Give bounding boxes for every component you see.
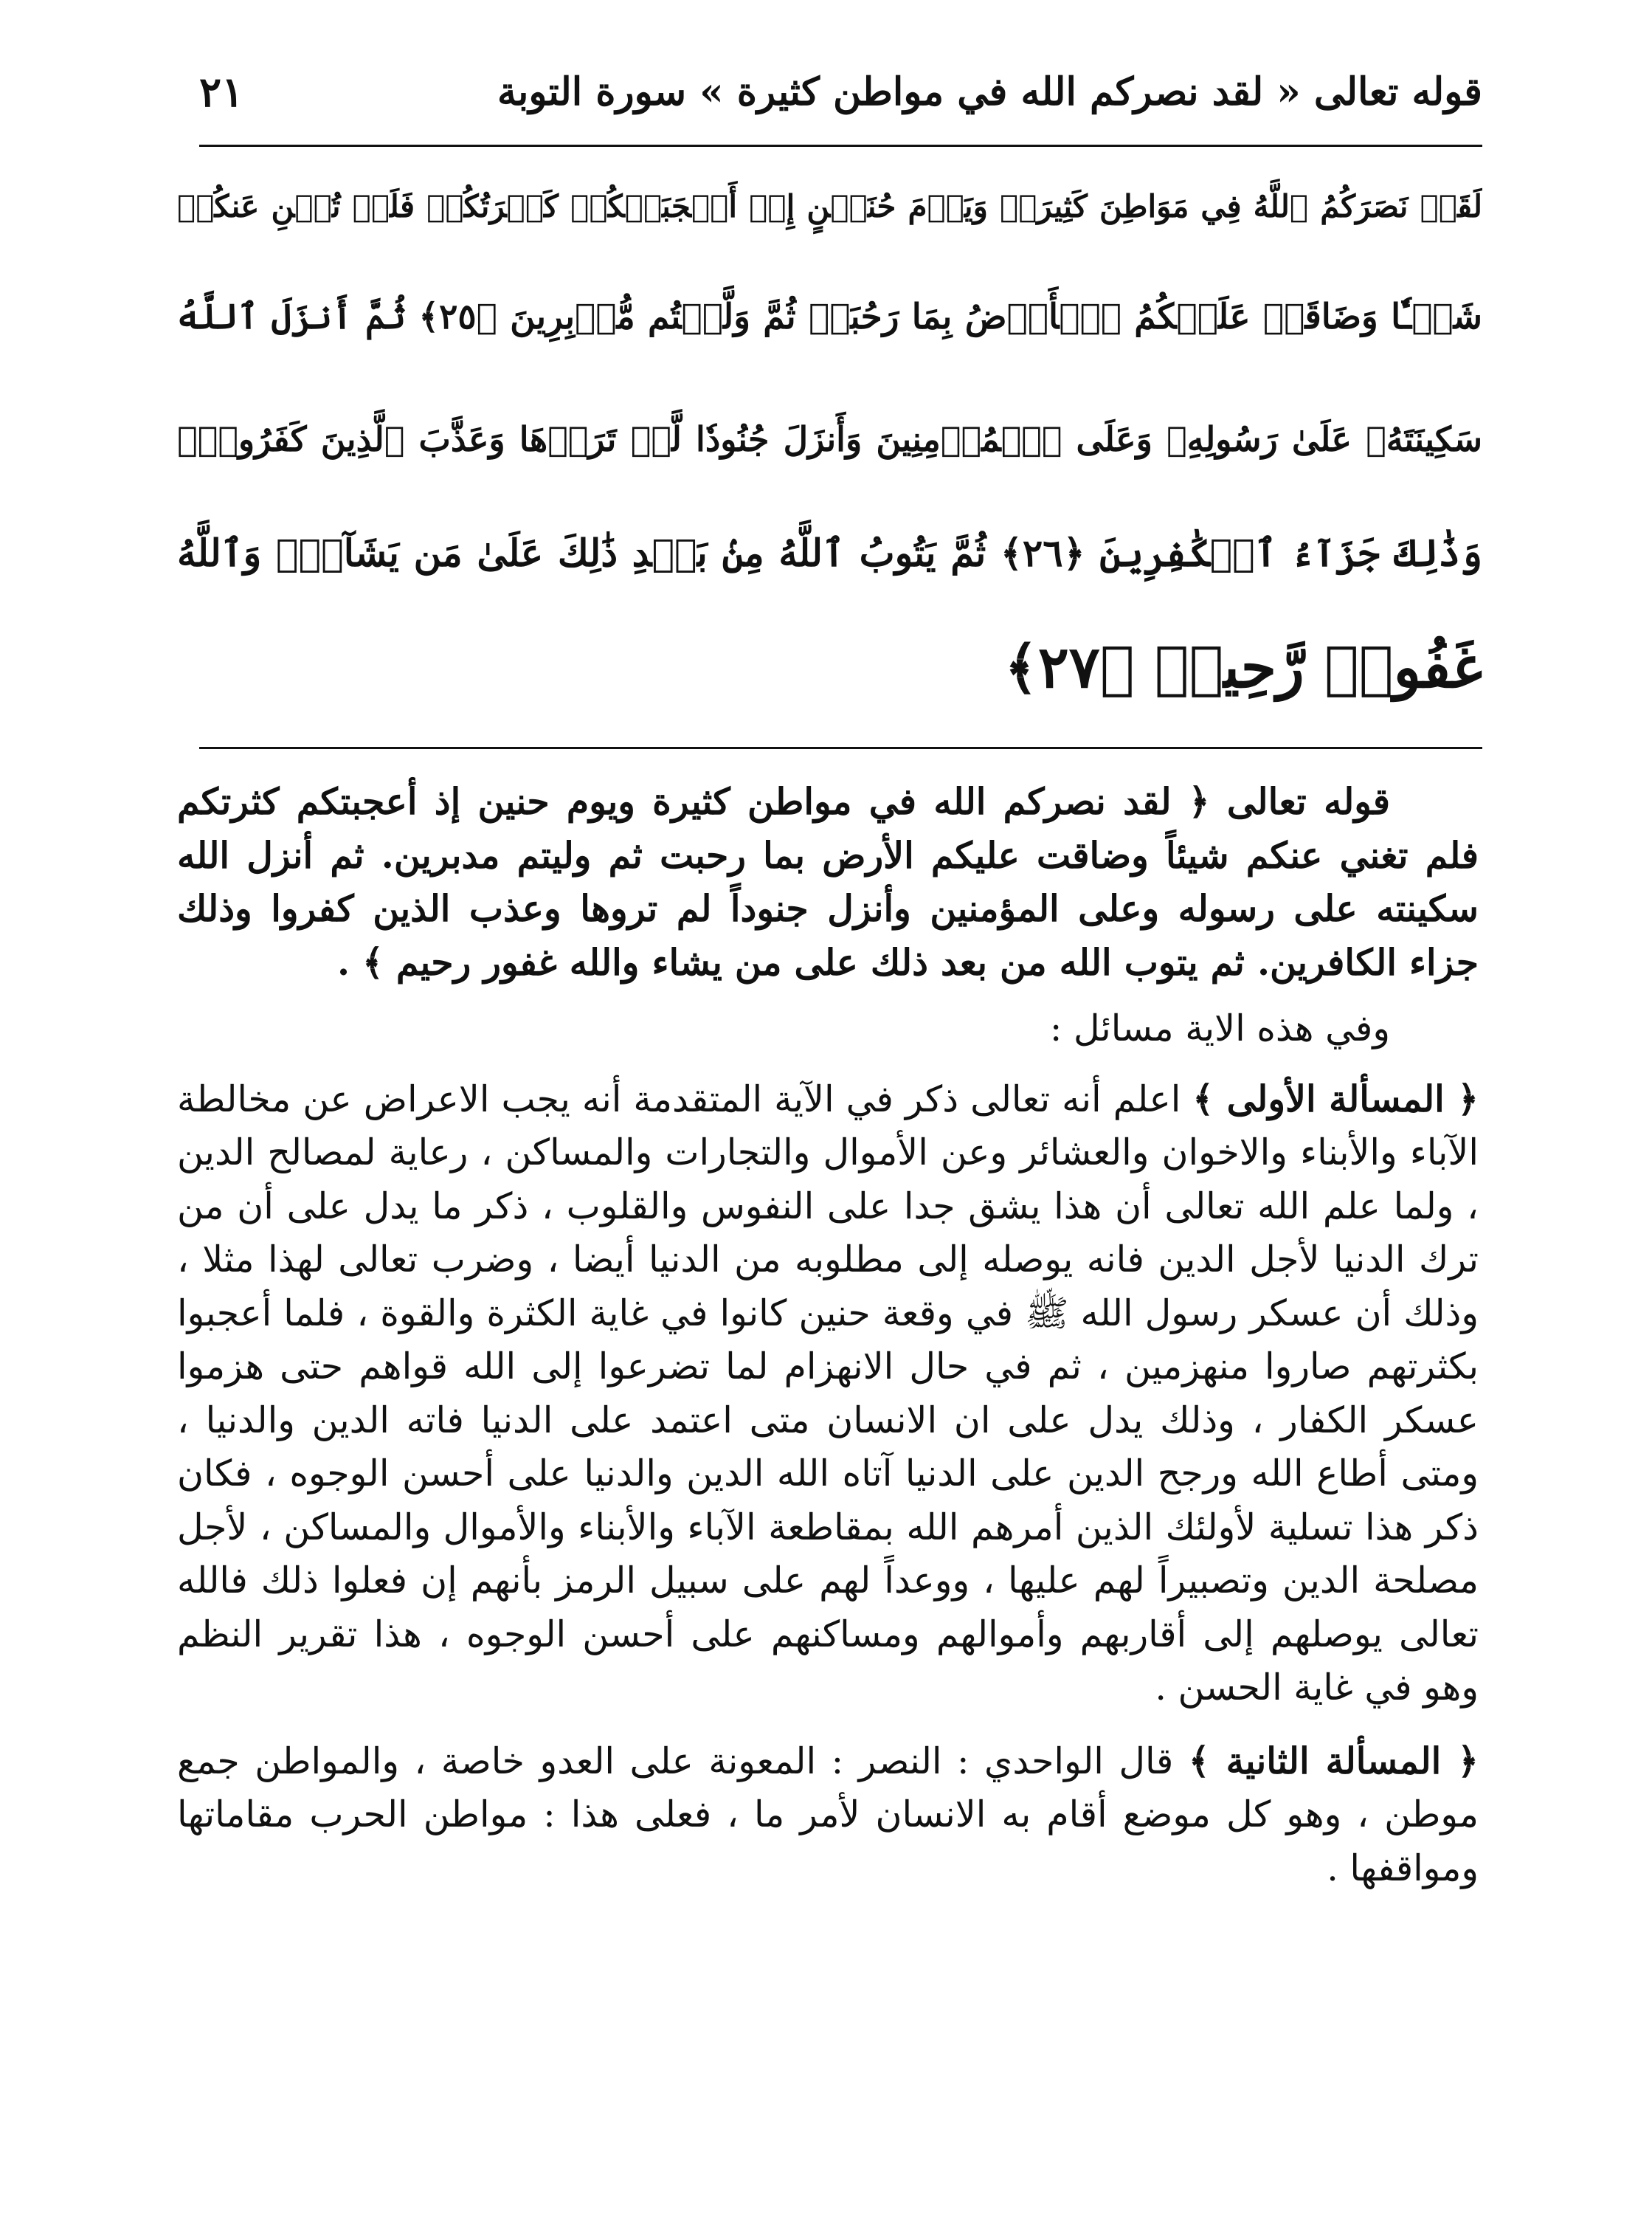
- header-divider: [199, 145, 1482, 147]
- verse-line: غَفُورٞ رَّحِيمٞ ﴿٢٧﴾: [1004, 634, 1482, 701]
- issue-one-paragraph: [177, 1072, 1479, 1715]
- page-number: ٢١: [199, 68, 244, 117]
- running-header: [199, 59, 1482, 125]
- issue-two-paragraph: [177, 1734, 1479, 1896]
- verse-line: شَيۡـٔٗا وَضَاقَتۡ عَلَيۡكُمُ ٱلۡأَرۡضُ بِمَا رَحُبَتۡ ثُمَّ وَلَّيۡتُم مُّدۡبِرِينَ ﴿٢٥﴾ ثُمَّ أَنزَلَ ٱللَّهُ: [177, 297, 1482, 337]
- verse-line: وَذَٰلِكَ جَزَآءُ ٱلۡكَٰفِرِينَ ﴿٢٦﴾ ثُمَّ يَتُوبُ ٱللَّهُ مِنۢ بَعۡدِ ذَٰلِكَ عَلَىٰ مَن يَشَآءُۗ وَٱللَّهُ: [177, 531, 1482, 576]
- quran-verse-block: [177, 151, 1482, 734]
- verse-line: لَقَدۡ نَصَرَكُمُ ٱللَّهُ فِي مَوَاطِنَ كَثِيرَةٖ وَيَوۡمَ حُنَيۡنٍ إِذۡ أَعۡجَبَتۡكُمۡ كَثۡرَتُكُمۡ فَلَمۡ تُغۡنِ عَنكُمۡ: [177, 188, 1482, 224]
- header-title: قوله تعالى « لقد نصركم الله في مواطن كثيرة » سورة التوبة: [497, 69, 1482, 114]
- citation-quote: ﴿ لقد نصركم الله في مواطن كثيرة ويوم حنين إذ أعجبتكم كثرتكم فلم تغني عنكم شيئاً وضاقت عليكم الأرض بما رحبت ثم وليتم مدبرين. ثم أنزل الله سكينته على رسوله وعلى المؤمنين وأنزل جنوداً لم تروها وعذب الذين كفروا وذلك جزاء الكافرين. ثم يتوب الله من بعد ذلك على من يشاء والله غفور رحيم ﴾ .: [177, 780, 1479, 984]
- citation-lead: قوله تعالى: [1226, 780, 1391, 823]
- issue-two-text: قال الواحدي : النصر : المعونة على العدو خاصة ، والمواطن جمع موطن ، وهو كل موضع أقام به الانسان لأمر ما ، فعلى هذا : مواطن الحرب مقاماتها ومواقفها .: [177, 1740, 1479, 1889]
- verse-line: سَكِينَتَهُۥ عَلَىٰ رَسُولِهِۦ وَعَلَى ٱلۡمُؤۡمِنِينَ وَأَنزَلَ جُنُودٗا لَّمۡ تَرَوۡهَا وَعَذَّبَ ٱلَّذِينَ كَفَرُواْۚ: [177, 419, 1482, 459]
- issues-intro: وفي هذه الاية مسائل :: [1049, 1007, 1390, 1049]
- verse-divider: [199, 747, 1482, 749]
- verse-citation-paragraph: [177, 775, 1479, 989]
- commentary-body: [177, 775, 1479, 1914]
- issue-one-heading: ﴿ المسألة الأولى ﴾: [1192, 1077, 1479, 1120]
- issue-one-text: اعلم أنه تعالى ذكر في الآية المتقدمة أنه يجب الاعراض عن مخالطة الآباء والأبناء والاخوان والعشائر وعن الأموال والتجارات والمساكن ، رعاية لمصالح الدين ، ولما علم الله تعالى أن هذا يشق جدا على النفوس والقلوب ، ذكر ما يدل على أن من ترك الدنيا لأجل الدين فانه يوصله إلى مطلوبه من الدنيا أيضا ، وضرب تعالى لهذا مثلا ، وذلك أن عسكر رسول الله ﷺ في وقعة حنين كانوا في غاية الكثرة والقوة ، فلما أعجبوا بكثرتهم صاروا منهزمين ، ثم في حال الانهزام لما تضرعوا إلى الله قواهم حتى هزموا عسكر الكفار ، وذلك يدل على ان الانسان متى اعتمد على الدنيا فاته الدين والدنيا ، ومتى أطاع الله ورجح الدين على الدنيا آتاه الله الدين والدنيا على أحسن الوجوه ، فكان ذكر هذا تسلية لأولئك الذين أمرهم الله بمقاطعة الآباء والأبناء والأموال والمساكن ، لأجل مصلحة الدين وتصبيراً لهم عليها ، ووعداً لهم على سبيل الرمز بأنهم إن فعلوا ذلك فالله تعالى يوصلهم إلى أقاربهم وأموالهم ومساكنهم على أحسن الوجوه ، هذا تقرير النظم وهو في غاية الحسن .: [177, 1078, 1479, 1709]
- issue-two-heading: ﴿ المسألة الثانية ﴾: [1188, 1739, 1479, 1782]
